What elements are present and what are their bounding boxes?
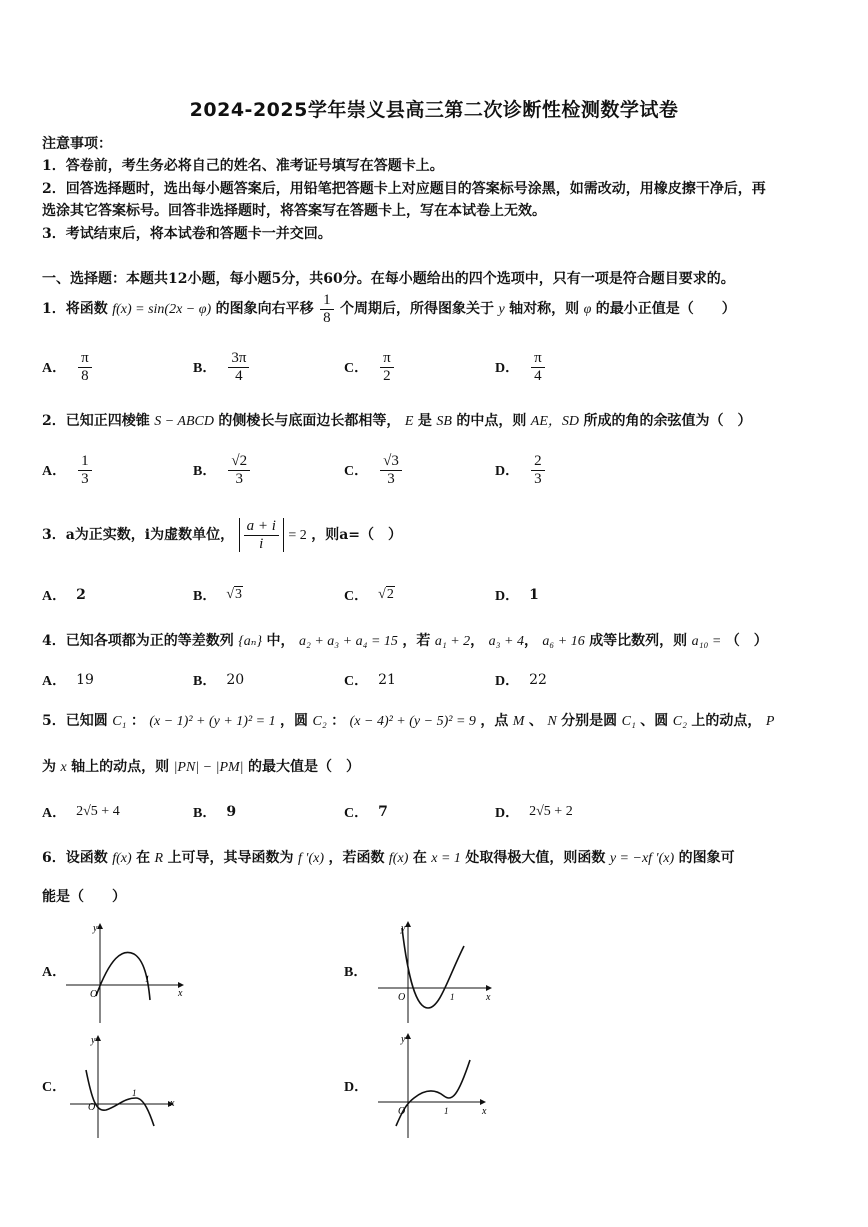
q1-option-b[interactable] (193, 347, 251, 387)
radicand: 3 (235, 587, 243, 602)
q5-colon-1: ： (130, 713, 145, 729)
frac-num: a + i (244, 518, 279, 536)
q3-option-b[interactable] (193, 575, 243, 615)
x-axis-label: x (178, 988, 183, 999)
q4-text-d: 成等比数列，则 (589, 633, 688, 649)
q5-n: N (547, 714, 557, 729)
q6-text-a: 6．设函数 (42, 850, 108, 866)
q5-line2-a: 为 (42, 759, 56, 775)
q6-fx-b: f(x) (388, 851, 409, 866)
option-label: A． (42, 806, 67, 821)
q5-text-f: 分别是圆 (561, 713, 618, 729)
frac-den: 3 (387, 470, 395, 487)
q2-option-c[interactable] (344, 450, 404, 490)
q5-option-b[interactable] (193, 792, 236, 832)
notice-item-1: 1．答卷前，考生务必将自己的姓名、准考证号填写在答题卡上。 (42, 158, 444, 174)
q2-text-b: 的侧棱长与底面边长都相等， (218, 413, 401, 429)
option-value: 9 (226, 804, 237, 820)
question-2 (42, 410, 751, 430)
q3-option-d[interactable] (495, 575, 539, 615)
option-value: 20 (226, 672, 245, 688)
q4-a10: a₁₀ = (691, 634, 722, 649)
q5-option-d[interactable] (495, 792, 573, 832)
q4-sep-2: ， (523, 633, 538, 649)
frac-den: 3 (81, 470, 89, 487)
q4-sep-1: ， (470, 633, 485, 649)
q4-text-e: （ ） (725, 633, 768, 649)
q1-frac-num: 1 (320, 292, 334, 310)
q2-pyramid: S − ABCD (154, 414, 214, 429)
x-axis-label: x (482, 1106, 487, 1117)
q5-line2-c: 的最大值是（ ） (247, 759, 360, 775)
option-value: 22 (529, 672, 547, 688)
q2-option-b[interactable] (193, 450, 252, 490)
q5-text-a: 5．已知圆 (42, 713, 108, 729)
q5-c2: C₂ (312, 714, 327, 729)
q6-text-f: 处取得极大值，则函数 (465, 850, 606, 866)
option-label: D． (495, 464, 520, 479)
frac-num: √3 (380, 453, 402, 471)
y-axis-label: y (401, 1034, 406, 1045)
q1-text-b: 的图象向右平移 (215, 301, 314, 317)
frac-den: 4 (534, 367, 542, 384)
q3-abs (239, 518, 284, 552)
question-6-line-2 (42, 886, 126, 906)
option-fraction (380, 453, 402, 487)
q6-text-d: ，若函数 (328, 850, 385, 866)
q3-text-a: 3．a为正实数，i为虚数单位， (42, 527, 235, 543)
option-value: 2 (76, 587, 86, 603)
option-label: B． (193, 674, 217, 689)
q4-options (42, 660, 842, 700)
option-label: D． (495, 806, 520, 821)
origin-label: O (398, 992, 406, 1003)
q1-y: y (498, 302, 505, 317)
q5-x: x (60, 760, 67, 775)
q1-fraction (320, 292, 334, 326)
option-label: C． (344, 361, 369, 376)
q6-graph-b[interactable] (372, 918, 502, 1028)
q4-term-3: a₆ + 16 (542, 634, 585, 649)
q2-text-c: 是 (417, 413, 432, 429)
q5-c2-b: C₂ (672, 714, 687, 729)
q5-eq1: (x − 1)² + (y + 1)² = 1 (149, 714, 276, 729)
origin-label: O (88, 1102, 96, 1113)
q5-text-e: 、 (528, 713, 543, 729)
q5-options (42, 792, 842, 832)
option-fraction (228, 350, 249, 384)
q1-option-a[interactable] (42, 347, 94, 387)
q4-option-a[interactable] (42, 660, 94, 700)
q3-fraction (244, 518, 279, 552)
q6-x1: x = 1 (431, 851, 461, 866)
q2-text-d: 的中点，则 (456, 413, 527, 429)
q4-option-d[interactable] (495, 660, 547, 700)
frac-num: π (78, 350, 92, 368)
question-6 (42, 847, 735, 867)
frac-num: π (531, 350, 545, 368)
q6-option-a-label[interactable]: A． (42, 965, 67, 980)
q1-frac-den: 8 (323, 309, 331, 326)
option-label: D． (495, 674, 520, 689)
q4-term-2: a₃ + 4 (488, 634, 524, 649)
x-axis-label: x (486, 992, 491, 1003)
sqrt-symbol: √3 (226, 587, 243, 602)
tick-1-label: 1 (132, 1088, 137, 1098)
q6-option-c-label[interactable]: C． (42, 1080, 67, 1095)
option-label: B． (193, 464, 217, 479)
option-fraction (531, 350, 545, 384)
option-value: 1 (529, 587, 539, 603)
q4-option-b[interactable] (193, 660, 244, 700)
radicand: 2 (386, 587, 394, 602)
option-value: 19 (76, 672, 94, 688)
q5-text-h: 上的动点， (691, 713, 762, 729)
q1-option-c[interactable] (344, 347, 396, 387)
q6-text-g: 的图象可 (678, 850, 735, 866)
origin-label: O (90, 989, 98, 1000)
option-label: C． (344, 464, 369, 479)
option-fraction (531, 453, 545, 487)
q5-c1: C₁ (112, 714, 127, 729)
q2-option-d[interactable] (495, 450, 547, 490)
q1-text-d: 轴对称，则 (509, 301, 580, 317)
q4-term-1: a₁ + 2 (434, 634, 471, 649)
q4-text-b: 中， (266, 633, 295, 649)
q2-lines: AE，SD (530, 414, 580, 429)
option-value: 7 (378, 804, 388, 820)
q6-line-2: 能是（ ） (42, 889, 126, 905)
option-label: C． (344, 674, 369, 689)
option-label: C． (344, 589, 369, 604)
q6-graph-d[interactable] (372, 1030, 502, 1140)
q6-text-c: 上可导，其导函数为 (167, 850, 294, 866)
option-fraction (78, 350, 92, 384)
q5-eq2: (x − 4)² + (y − 5)² = 9 (349, 714, 476, 729)
q5-abs-expression: |PN| − |PM| (173, 760, 244, 775)
option-fraction (380, 350, 394, 384)
q2-point-e: E (404, 414, 414, 429)
y-axis-label: y (91, 1035, 96, 1046)
q1-text: 1．将函数 (42, 301, 108, 317)
option-value: 2√5 + 4 (76, 804, 120, 819)
q2-option-a[interactable] (42, 450, 94, 490)
option-label: A． (42, 464, 67, 479)
tick-1-label: 1 (145, 974, 150, 984)
q6-graph-c[interactable] (62, 1030, 192, 1140)
q6-fx: f(x) (112, 851, 132, 866)
q5-text-g: 、圆 (640, 713, 669, 729)
q5-p: P (765, 714, 775, 729)
q4-sequence: {aₙ} (238, 634, 263, 649)
frac-den: i (259, 535, 264, 552)
question-4 (42, 630, 768, 650)
y-axis-label: y (401, 923, 406, 934)
q3-options (42, 575, 842, 615)
frac-den: 8 (81, 367, 89, 384)
q5-line2-b: 轴上的动点，则 (71, 759, 170, 775)
q1-option-d[interactable] (495, 347, 547, 387)
option-label: D． (495, 589, 520, 604)
option-fraction (228, 453, 250, 487)
frac-den: 3 (235, 470, 243, 487)
q6-fpx: f ′(x) (298, 851, 325, 866)
option-fraction (78, 453, 92, 487)
q3-text-b: ，则a=（ ） (311, 527, 403, 543)
q6-graph-a[interactable] (62, 918, 192, 1028)
option-label: A． (42, 674, 67, 689)
frac-den: 4 (235, 367, 243, 384)
q2-edge-sb: SB (436, 414, 452, 429)
question-3 (42, 518, 402, 552)
q1-options (42, 347, 842, 387)
q6-text-b: 在 (136, 850, 151, 866)
option-label: A． (42, 589, 67, 604)
q3-option-a[interactable] (42, 575, 86, 615)
q4-text-c: ，若 (402, 633, 431, 649)
q2-text-a: 2．已知正四棱锥 (42, 413, 150, 429)
section-heading: 一、选择题：本题共12小题，每小题5分，共60分。在每小题给出的四个选项中，只有一项是符合题目要求的。 (42, 271, 735, 287)
frac-num: 1 (78, 453, 92, 471)
option-label: D． (495, 361, 520, 376)
option-label: B． (193, 589, 217, 604)
q6-y: y = −xf ′(x) (609, 851, 675, 866)
q5-text-c: ，圆 (280, 713, 309, 729)
q6-text-e: 在 (412, 850, 427, 866)
tick-1-label: 1 (444, 1106, 449, 1116)
q6-option-b-label[interactable]: B． (344, 965, 368, 980)
question-5 (42, 710, 774, 730)
q1-phi: φ (583, 302, 592, 317)
option-label: C． (344, 806, 369, 821)
q3-equals: = 2 (288, 528, 307, 543)
option-label: A． (42, 361, 67, 376)
q5-m: M (512, 714, 525, 729)
frac-num: π (380, 350, 394, 368)
q2-text-f: 所成的角的余弦值为（ ） (583, 413, 752, 429)
y-axis-label: y (93, 923, 98, 934)
q4-text-a: 4．已知各项都为正的等差数列 (42, 633, 234, 649)
q6-r: R (154, 851, 164, 866)
question-1 (42, 292, 736, 326)
q4-option-c[interactable] (344, 660, 396, 700)
q5-text-d: ，点 (480, 713, 509, 729)
frac-den: 3 (534, 470, 542, 487)
option-label: B． (193, 806, 217, 821)
option-value: 21 (378, 672, 396, 688)
question-5-line-2 (42, 756, 360, 776)
x-axis-label: x (170, 1098, 175, 1109)
sqrt-symbol: √2 (378, 587, 394, 602)
frac-num: √2 (228, 453, 250, 471)
option-value: 2√5 + 2 (529, 804, 573, 819)
notice-item-2-cont: 选涂其它答案标号。回答非选择题时，将答案写在答题卡上，写在本试卷上无效。 (42, 203, 546, 219)
q5-option-a[interactable] (42, 792, 120, 832)
q1-function: f(x) = sin(2x − φ) (112, 302, 212, 317)
frac-den: 2 (383, 367, 391, 384)
q5-c1-b: C₁ (621, 714, 636, 729)
origin-label: O (398, 1106, 406, 1117)
q5-option-c[interactable] (344, 792, 388, 832)
frac-num: 2 (531, 453, 545, 471)
q1-text-c: 个周期后，所得图象关于 (340, 301, 495, 317)
exam-title: 2024-2025学年崇义县高三第二次诊断性检测数学试卷 (189, 99, 679, 121)
notice-item-3: 3．考试结束后，将本试卷和答题卡一并交回。 (42, 226, 332, 242)
tick-1-label: 1 (450, 992, 455, 1002)
notice-item-2: 2．回答选择题时，选出每小题答案后，用铅笔把答题卡上对应题目的答案标号涂黑，如需改动，用橡皮擦干净后，再 (42, 181, 766, 197)
q5-colon-2: ： (331, 713, 346, 729)
option-label: B． (193, 361, 217, 376)
q4-equation: a₂ + a₃ + a₄ = 15 (298, 634, 398, 649)
q6-option-d-label[interactable]: D． (344, 1080, 369, 1095)
q2-options (42, 450, 842, 490)
q3-option-c[interactable] (344, 575, 395, 615)
frac-num: 3π (228, 350, 249, 368)
q1-text-e: 的最小正值是（ ） (595, 301, 736, 317)
notice-heading: 注意事项： (42, 136, 112, 152)
